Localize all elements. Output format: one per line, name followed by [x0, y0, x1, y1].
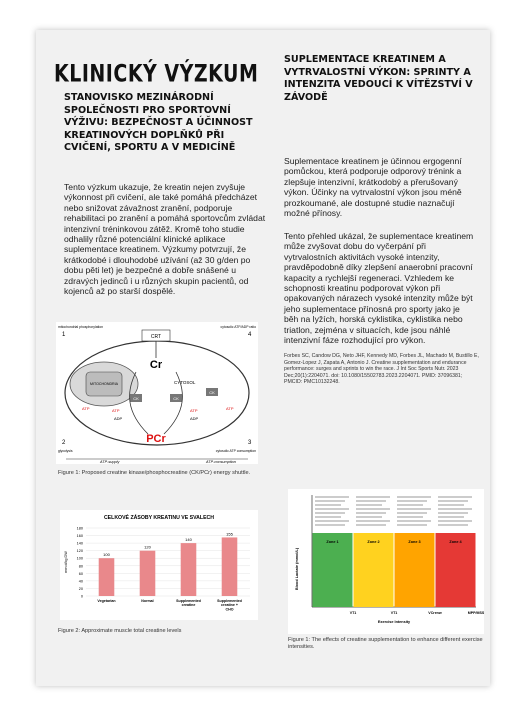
- atp-supply-label: ATP-supply: [100, 460, 120, 464]
- zone-band: [436, 533, 476, 607]
- bar-y-axis-label: mmol/kg DW: [64, 551, 68, 573]
- num-3: 3: [248, 440, 252, 446]
- right-article-body-1: Suplementace kreatinem je účinnou ergogenní pomůckou, která podporuje odporový trénink a zlepšuje intenzivní, krátkodobý a přerušovaný výkon. Účinky na vytrvalostní výkon jsou méně prozkoumané, ale dostupné studie naznačují možné přínosy.: [284, 156, 462, 219]
- adp-label-2: ADP: [190, 416, 199, 421]
- right-article-title: SUPLEMENTACE KREATINEM A VYTRVALOSTNÍ VÝKON: SPRINTY A INTENZITA VEDOUCÍ K VÍTĚZSTVÍ V ZÁVODĚ: [284, 54, 473, 103]
- adp-label-1: ADP: [114, 416, 123, 421]
- atp-label-2: ATP: [190, 408, 198, 413]
- crt-label: CRT: [150, 334, 162, 340]
- pcr-label: PCr: [146, 433, 166, 445]
- bar-category-label: Normal: [141, 599, 154, 603]
- atp-label-4: ATP: [226, 406, 234, 411]
- bar-value-label: 100: [103, 552, 110, 558]
- figure-intensity-zones: [288, 489, 484, 634]
- zone-x-axis-label: Exercise Intensity: [377, 620, 411, 624]
- label-top-right: cytosolic ATP/ADP ratio: [220, 325, 256, 329]
- bar-y-tick: 0: [80, 594, 83, 599]
- zone-label: Zone 4: [449, 540, 462, 544]
- num-4: 4: [248, 332, 252, 338]
- label-bottom-right: cytosolic ATP consumption: [215, 449, 256, 453]
- bar-category-label: Supplemented creatine + CHO: [217, 599, 242, 612]
- page-title: KLINICKÝ VÝZKUM: [54, 60, 259, 88]
- bar-y-tick: 100: [76, 556, 83, 561]
- energy-shuttle-diagram: [56, 322, 258, 464]
- mito-label: MITOCHONDRIA: [89, 382, 119, 386]
- atp-label-1: ATP: [112, 408, 120, 413]
- zone-x-tick: MPP/MSS: [467, 611, 484, 615]
- bar-y-tick: 180: [76, 526, 83, 531]
- bar: [222, 537, 238, 596]
- bar-y-tick: 20: [78, 586, 83, 591]
- left-article-body: Tento výzkum ukazuje, že kreatin nejen zvyšuje výkonnost při cvičení, ale také pomáhá předcházet nebo snižovat závažnost zranění, podporuje rehabilitaci po zranění a pomáhá sportovcům zvládat intenzivní tréninkovou zátěž. Kromě toho studie odhalily různé potenciální klinické aplikace suplementace kreatinem. Výzkumy potvrzují, že krátkodobé i dlouhodobé užívání (až 30 g/den po dobu pěti let) je bezpečné a dobře snášené u zdravých jedinců i u různých skupin pacientů, od kojenců až po starší dospělé.: [64, 182, 266, 297]
- num-1: 1: [62, 332, 66, 338]
- atp-label-3: ATP: [82, 406, 90, 411]
- label-bottom-left: glycolysis: [58, 449, 73, 453]
- right-article-body-2: Tento přehled ukázal, že suplementace kreatinem může zvyšovat dobu do vyčerpání při vytrvalostních aktivitách vysoké intenzity, pravděpodobně díky zlepšení anaerobní pracovní kapacity a rychlejší regeneraci. Vzhledem ke schopnosti kreatinu podporovat výkon při opakovaných nárazech vysoké intenzity může být jeho suplementace přínosná pro sporty jako je běh na lyžích, horská cyklistika, cyklistika nebo triatlon, zejména v situacích, kde jsou náhlé intenzivní fáze rozhodující pro výkon.: [284, 231, 474, 346]
- bar-value-label: 140: [185, 537, 192, 543]
- figure-creatine-bar-chart: [60, 510, 258, 620]
- left-article-title: STANOVISKO MEZINÁRODNÍ SPOLEČNOSTI PRO SPORTOVNÍ VÝŽIVU: BEZPEČNOST A ÚČINNOST KREATINOVÝCH DOPLŇKŮ PŘI CVIČENÍ, SPORTU A V MEDICÍNĚ: [64, 92, 253, 154]
- zone-label: Zone 1: [326, 540, 339, 544]
- bar-y-tick: 60: [78, 571, 83, 576]
- zone-band: [313, 533, 353, 607]
- ck-box-1: CK: [133, 396, 139, 401]
- bar: [140, 551, 156, 596]
- bar-value-label: 120: [144, 544, 151, 550]
- bar-y-tick: 120: [76, 549, 83, 554]
- creatine-bar-chart: [60, 510, 258, 620]
- bar-y-tick: 40: [78, 579, 83, 584]
- label-top-left: mitochondrial phosphorylation: [58, 325, 104, 329]
- bar-chart-title: CELKOVÉ ZÁSOBY KREATINU VE SVALECH: [103, 515, 215, 521]
- bar: [99, 558, 115, 596]
- bar-y-tick: 80: [78, 564, 83, 569]
- cr-label: Cr: [149, 359, 163, 371]
- zone-x-tick: VCrenw: [428, 611, 442, 615]
- zone-label: Zone 2: [367, 540, 380, 544]
- bar-category-label: Supplemented creatine: [176, 599, 201, 608]
- zone-band: [354, 533, 394, 607]
- ck-box-3: CK: [209, 390, 215, 395]
- bar-y-tick: 140: [76, 541, 83, 546]
- zone-x-tick: VT1: [390, 611, 398, 615]
- figure3-caption: Figure 1: The effects of creatine supplementation to enhance different exercise intensities.: [288, 637, 483, 650]
- zone-label: Zone 3: [408, 540, 421, 544]
- references: Forbes SC, Candow DG, Neto JHF, Kennedy MD, Forbes JL, Machado M, Bustillo E, Gomez-Lopez J, Zapata A, Antonio J. Creatine supplementation and endurance performance: surges and sprints to win the race. J Int Soc Sports Nutr. 2023 Dec;20(1):2204071. doi: 10.1080/15502783.2023.2204071. PMID: 37096381; PMCID: PMC10132248.: [284, 353, 479, 386]
- figure2-caption: Figure 2: Approximate muscle total creatine levels: [58, 628, 182, 634]
- figure1-caption: Figure 1: Proposed creatine kinase/phosphocreatine (CK/PCr) energy shuttle.: [58, 470, 251, 476]
- intensity-zone-chart: [288, 489, 484, 634]
- bar-y-tick: 160: [76, 534, 83, 539]
- num-2: 2: [62, 440, 66, 446]
- zone-band: [395, 533, 435, 607]
- bar-value-label: 155: [226, 531, 233, 537]
- cytosol-label: CYTOSOL: [174, 380, 196, 385]
- document-page: [36, 30, 490, 686]
- zone-y-axis-label: Blood Lactate (mmol/L): [295, 547, 299, 591]
- bar: [181, 543, 197, 596]
- atp-consumption-label: ATP-consumption: [206, 460, 236, 464]
- figure-energy-shuttle: [56, 322, 258, 464]
- zone-x-tick: VT1: [349, 611, 357, 615]
- ck-box-2: CK: [173, 396, 179, 401]
- bar-category-label: Vegetarian: [97, 599, 116, 603]
